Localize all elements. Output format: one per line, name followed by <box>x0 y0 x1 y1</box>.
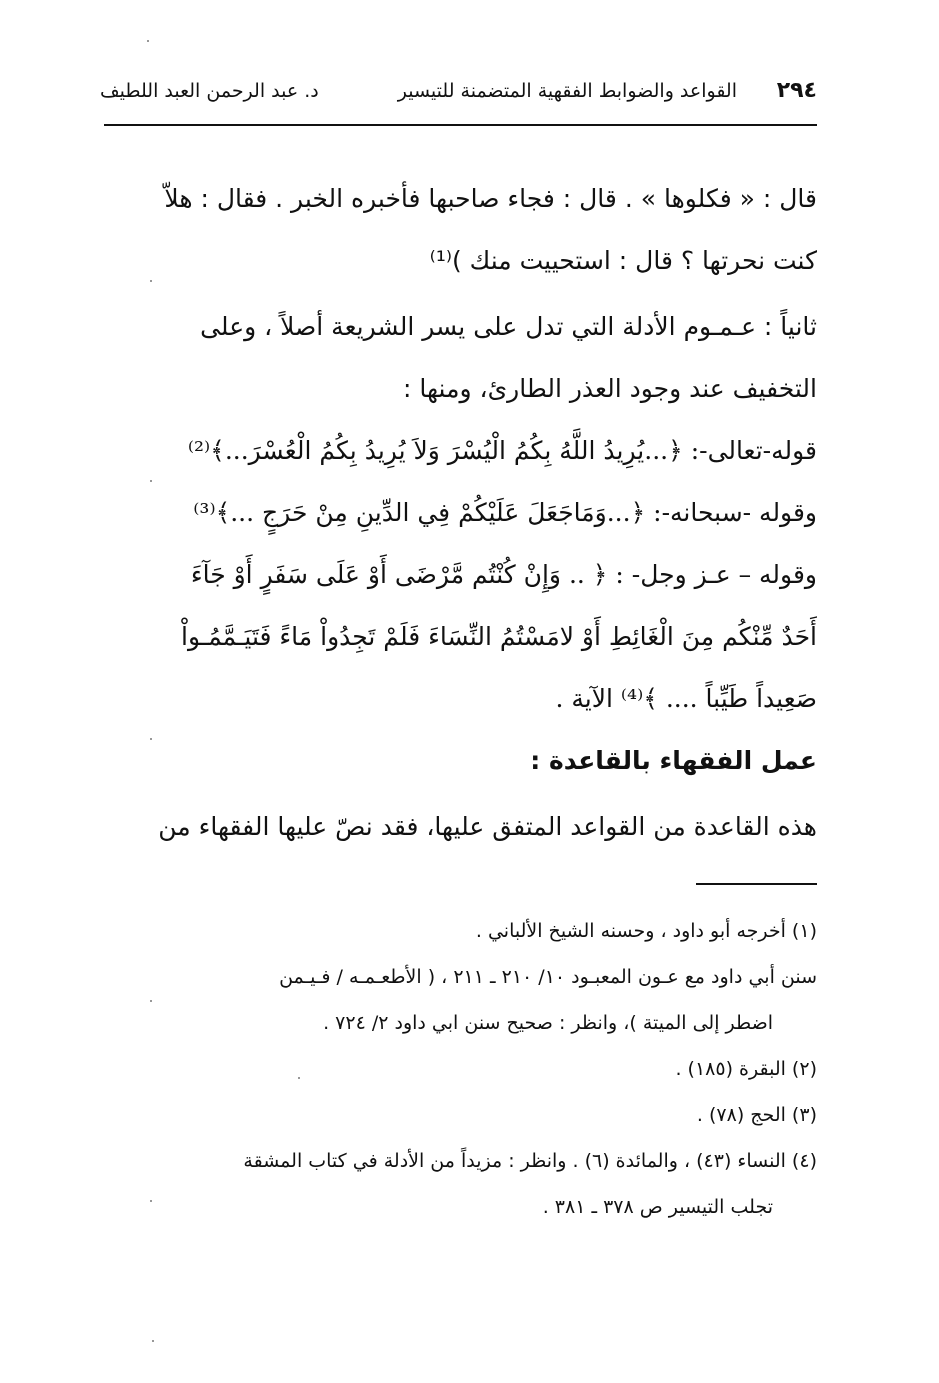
quran-verse-line: صَعِيداً طَيِّباً .... ﴾⁽⁴⁾ الآية . <box>555 684 817 713</box>
quran-verse-line: وقوله -سبحانه-: ﴿...وَمَاجَعَلَ عَلَيْكُمْ فِي الدِّينِ مِنْ حَرَجٍ ...﴾⁽³⁾ <box>193 498 817 527</box>
running-header <box>100 78 817 112</box>
header-divider <box>104 124 817 126</box>
footnote-divider <box>696 883 817 885</box>
text-line: التخفيف عند وجود العذر الطارئ، ومنها : <box>403 374 817 403</box>
page-number: ٢٩٤ <box>776 78 817 103</box>
main-text <box>102 168 817 858</box>
text-line: كنت نحرتها ؟ قال : استحييت منك )⁽¹⁾ <box>429 246 817 275</box>
footnote-line: اضطر إلى الميتة )، وانظر : صحيح سنن ابي داود ٢/ ٧٢٤ . <box>323 1012 773 1034</box>
footnote-line: (٤) النساء (٤٣) ، والمائدة (٦) . وانظر : مزيداً من الأدلة في كتاب المشقة <box>243 1150 817 1172</box>
footnote-line: سنن أبي داود مع عـون المعبـود ١٠/ ٢١٠ ـ ٢١١ ، ( الأطعـمـه / فـيـمن <box>279 966 817 988</box>
book-title: القواعد والضوابط الفقهية المتضمنة للتيسير <box>397 80 737 102</box>
footnote-line: (١) أخرجه أبو داود ، وحسنه الشيخ الألباني . <box>475 920 817 942</box>
author-name: د. عبد الرحمن العبد اللطيف <box>100 80 319 102</box>
text-line: ثانياً : عـمـوم الأدلة التي تدل على يسر الشريعة أصلاً ، وعلى <box>200 312 817 341</box>
quran-verse-line: أَحَدٌ مِّنْكُم مِنَ الْغَائِطِ أَوْ لامَسْتُمُ النِّسَاءَ فَلَمْ تَجِدُواْ مَاءً فَتَيَـمَّمُـواْ <box>181 622 817 651</box>
text-line: هذه القاعدة من القواعد المتفق عليها، فقد نصّ عليها الفقهاء من <box>158 812 817 841</box>
quran-verse-line: قوله-تعالى-: ﴿...يُرِيدُ اللَّهُ بِكُمُ الْيُسْرَ وَلاَ يُرِيدُ بِكُمُ الْعُسْرَ...﴾⁽²⁾ <box>187 436 817 465</box>
footnote-line: (٣) الحج (٧٨) . <box>696 1104 817 1126</box>
footnote-line: تجلب التيسير ص ٣٧٨ ـ ٣٨١ . <box>542 1196 773 1218</box>
text-line: قال : « فكلوها » . قال : فجاء صاحبها فأخبره الخبر . فقال : هلاّ <box>164 184 817 213</box>
footnote-line: (٢) البقرة (١٨٥) . <box>675 1058 817 1080</box>
section-heading: عمل الفقهاء بالقاعدة : <box>530 746 817 775</box>
quran-verse-line: وقوله – عـز وجل- : ﴿ .. وَإِنْ كُنْتُم مَّرْضَى أَوْ عَلَى سَفَرٍ أَوْ جَآءَ <box>190 560 817 589</box>
footnotes <box>102 908 817 1230</box>
